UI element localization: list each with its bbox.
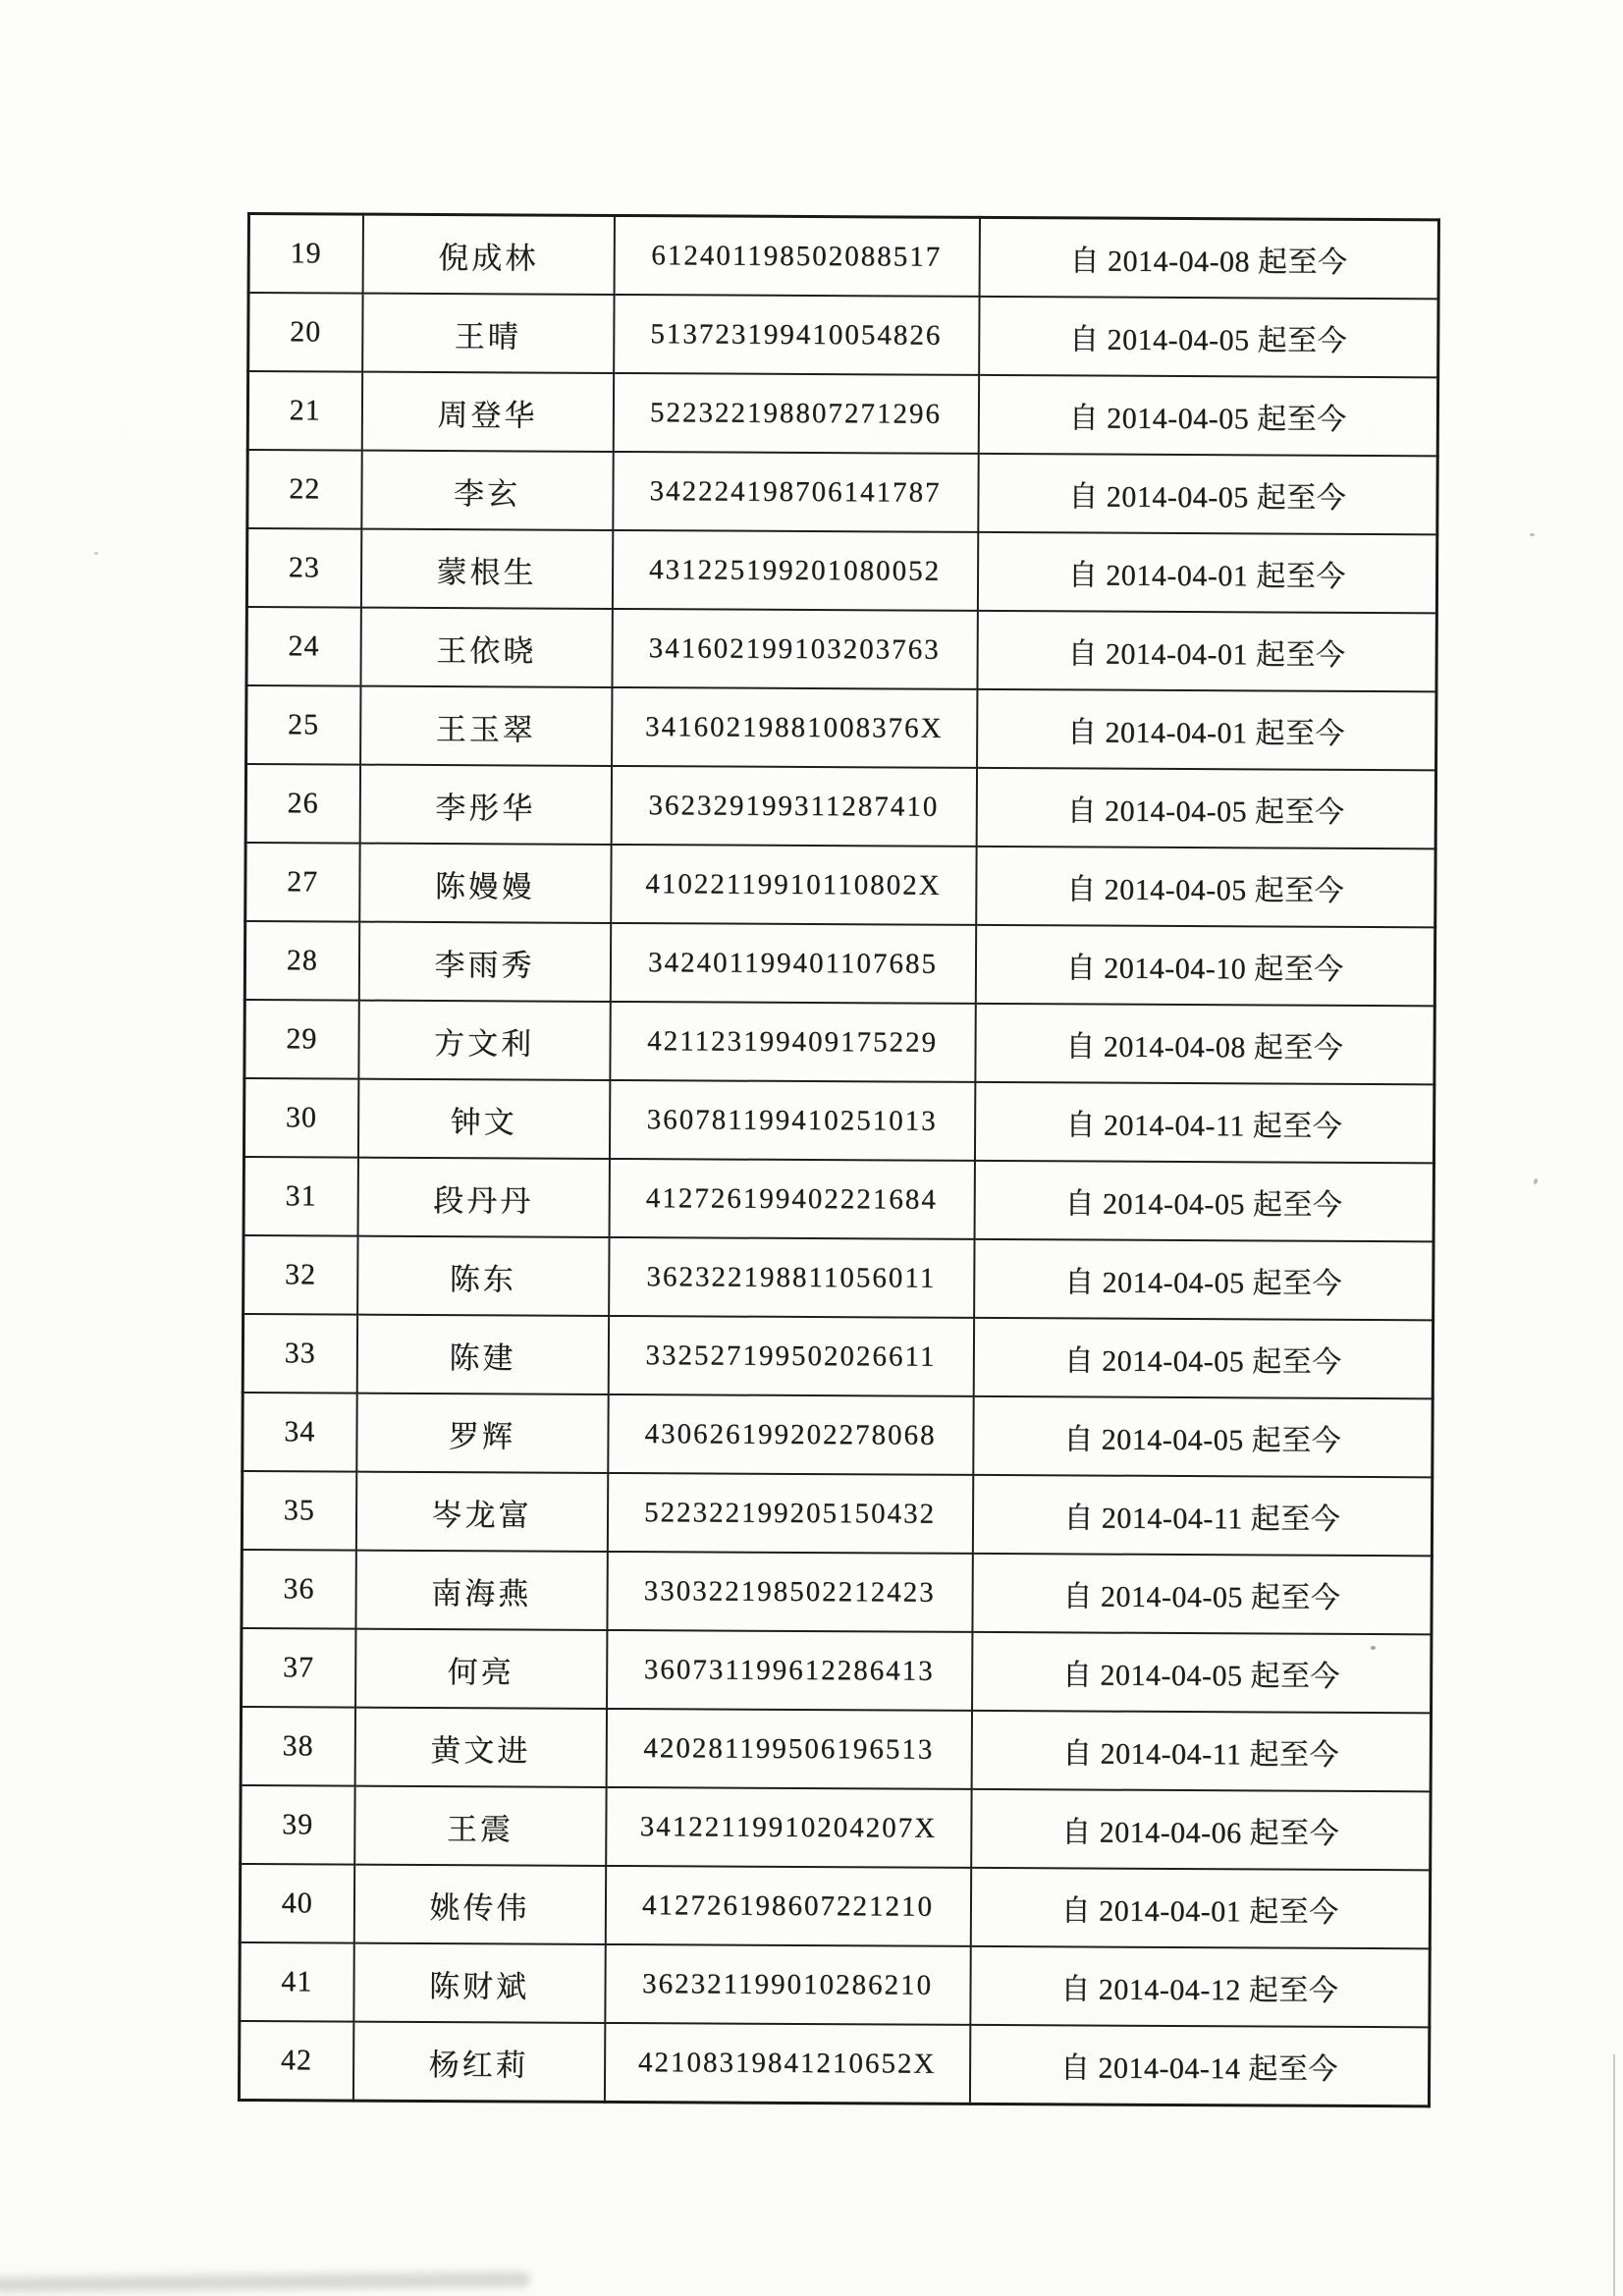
validity-period-cell: 自 2014-04-12 起至今: [970, 1946, 1430, 2027]
table-row: [243, 1314, 1433, 1398]
name-cell: 李雨秀: [358, 922, 610, 1002]
table-row: [248, 293, 1438, 377]
id-number-cell: 41022119910110802X: [611, 845, 976, 925]
table-row: [242, 1628, 1432, 1713]
name-cell: 杨红莉: [352, 2022, 604, 2103]
validity-period-cell: 自 2014-04-05 起至今: [978, 375, 1437, 456]
validity-period-cell: 自 2014-04-05 起至今: [979, 297, 1438, 377]
personnel-roster-table: [238, 212, 1440, 2107]
validity-period-cell: 自 2014-04-05 起至今: [973, 1318, 1433, 1398]
id-number-cell: 332527199502026611: [608, 1316, 973, 1396]
row-number-cell: 23: [246, 528, 360, 608]
table-row: [248, 214, 1438, 300]
name-cell: 姚传伟: [353, 1865, 605, 1944]
validity-period-cell: 自 2014-04-05 起至今: [972, 1554, 1432, 1634]
row-number-cell: 41: [240, 1942, 353, 2022]
name-cell: 周登华: [361, 372, 613, 452]
id-number-cell: 330322198502212423: [607, 1552, 972, 1632]
scan-speck: [1533, 1177, 1539, 1184]
table-row: [247, 450, 1437, 534]
table-row: [240, 1864, 1430, 1948]
id-number-cell: 612401198502088517: [614, 215, 979, 296]
validity-period-cell: 自 2014-04-01 起至今: [977, 689, 1436, 770]
row-number-cell: 24: [246, 607, 360, 686]
name-cell: 王玉翠: [360, 686, 612, 766]
validity-period-cell: 自 2014-04-11 起至今: [971, 1711, 1431, 1791]
id-number-cell: 412726198607221210: [605, 1866, 970, 1946]
name-cell: 陈嫚嫚: [359, 844, 611, 923]
scan-speck: [94, 552, 98, 555]
validity-period-cell: 自 2014-04-08 起至今: [979, 217, 1438, 299]
table-row: [243, 1393, 1433, 1477]
row-number-cell: 31: [243, 1157, 357, 1236]
validity-period-cell: 自 2014-04-01 起至今: [977, 532, 1436, 613]
table-row: [243, 1157, 1434, 1241]
validity-period-cell: 自 2014-04-05 起至今: [976, 768, 1435, 848]
row-number-cell: 42: [239, 2021, 352, 2101]
id-number-cell: 360731199612286413: [607, 1630, 972, 1711]
row-number-cell: 22: [247, 450, 361, 529]
scan-edge-shadow: [1613, 2054, 1615, 2296]
id-number-cell: 420281199506196513: [606, 1709, 971, 1789]
table-row: [241, 1785, 1431, 1870]
row-number-cell: 35: [242, 1471, 355, 1551]
validity-period-cell: 自 2014-04-11 起至今: [974, 1082, 1434, 1163]
table-row: [247, 371, 1437, 456]
name-cell: 李玄: [361, 451, 613, 530]
id-number-cell: 522322199205150432: [607, 1473, 972, 1554]
id-number-cell: 34122119910204207X: [606, 1787, 971, 1868]
table-row: [246, 528, 1436, 613]
id-number-cell: 522322198807271296: [613, 373, 978, 454]
id-number-cell: 430626199202278068: [608, 1394, 973, 1475]
validity-period-cell: 自 2014-04-10 起至今: [975, 925, 1434, 1006]
name-cell: 陈东: [357, 1236, 609, 1316]
table-row: [245, 764, 1435, 848]
scan-smudge: [0, 2271, 530, 2293]
id-number-cell: 513723199410054826: [614, 295, 979, 375]
validity-period-cell: 自 2014-04-05 起至今: [974, 1239, 1434, 1320]
validity-period-cell: 自 2014-04-05 起至今: [974, 1161, 1434, 1241]
row-number-cell: 21: [247, 371, 361, 451]
id-number-cell: 341602199103203763: [612, 609, 977, 689]
id-number-cell: 362329199311287410: [611, 766, 976, 847]
table-row: [246, 607, 1436, 691]
row-number-cell: 32: [243, 1235, 357, 1315]
name-cell: 李彤华: [359, 765, 611, 845]
name-cell: 方文利: [358, 1001, 610, 1080]
table-row: [241, 1707, 1431, 1791]
validity-period-cell: 自 2014-04-01 起至今: [977, 611, 1436, 691]
row-number-cell: 37: [242, 1628, 355, 1708]
row-number-cell: 33: [243, 1314, 356, 1394]
row-number-cell: 39: [241, 1785, 354, 1865]
row-number-cell: 40: [240, 1864, 353, 1943]
row-number-cell: 34: [243, 1393, 356, 1472]
row-number-cell: 28: [244, 921, 358, 1001]
id-number-cell: 342224198706141787: [613, 452, 978, 532]
row-number-cell: 30: [243, 1078, 357, 1158]
row-number-cell: 38: [241, 1707, 354, 1786]
name-cell: 段丹丹: [357, 1158, 609, 1237]
table-row: [243, 1235, 1434, 1320]
validity-period-cell: 自 2014-04-05 起至今: [978, 454, 1437, 534]
table-row: [244, 1000, 1434, 1084]
table-row: [242, 1471, 1432, 1556]
id-number-cell: 412726199402221684: [609, 1159, 974, 1239]
validity-period-cell: 自 2014-04-11 起至今: [972, 1475, 1432, 1556]
name-cell: 倪成林: [362, 214, 614, 295]
name-cell: 南海燕: [355, 1551, 607, 1630]
name-cell: 蒙根生: [360, 529, 612, 609]
id-number-cell: 342401199401107685: [610, 923, 975, 1004]
id-number-cell: 360781199410251013: [609, 1080, 974, 1161]
id-number-cell: 34160219881008376X: [612, 687, 977, 768]
personnel-roster-table-wrap: [238, 212, 1437, 2107]
name-cell: 王震: [354, 1786, 606, 1866]
table-row: [244, 921, 1434, 1006]
table-row: [242, 1550, 1432, 1634]
row-number-cell: 29: [244, 1000, 358, 1079]
row-number-cell: 36: [242, 1550, 355, 1629]
name-cell: 钟文: [357, 1079, 609, 1159]
row-number-cell: 27: [245, 843, 359, 922]
validity-period-cell: 自 2014-04-01 起至今: [970, 1868, 1430, 1948]
table-row: [239, 2021, 1429, 2106]
id-number-cell: 431225199201080052: [612, 530, 977, 611]
id-number-cell: 362322198811056011: [609, 1237, 974, 1318]
validity-period-cell: 自 2014-04-05 起至今: [973, 1396, 1433, 1477]
row-number-cell: 20: [248, 293, 362, 372]
table-row: [240, 1942, 1430, 2027]
id-number-cell: 42108319841210652X: [604, 2023, 969, 2104]
name-cell: 岑龙富: [355, 1472, 607, 1552]
table-row: [243, 1078, 1434, 1163]
validity-period-cell: 自 2014-04-08 起至今: [975, 1004, 1434, 1084]
id-number-cell: 362321199010286210: [605, 1944, 970, 2025]
validity-period-cell: 自 2014-04-05 起至今: [972, 1632, 1432, 1713]
row-number-cell: 26: [245, 764, 359, 844]
validity-period-cell: 自 2014-04-14 起至今: [969, 2025, 1429, 2106]
name-cell: 陈财斌: [353, 1943, 605, 2023]
row-number-cell: 19: [248, 214, 362, 294]
name-cell: 王依晓: [360, 608, 612, 687]
name-cell: 黄文进: [354, 1708, 606, 1787]
name-cell: 王晴: [362, 294, 614, 373]
table-row: [245, 843, 1435, 927]
validity-period-cell: 自 2014-04-06 起至今: [971, 1789, 1431, 1870]
table-row: [246, 685, 1436, 770]
name-cell: 陈建: [356, 1315, 608, 1394]
id-number-cell: 421123199409175229: [610, 1002, 975, 1082]
row-number-cell: 25: [246, 685, 360, 765]
name-cell: 何亮: [355, 1629, 607, 1709]
scan-speck: [1530, 533, 1535, 536]
name-cell: 罗辉: [356, 1394, 608, 1473]
validity-period-cell: 自 2014-04-05 起至今: [976, 847, 1435, 927]
